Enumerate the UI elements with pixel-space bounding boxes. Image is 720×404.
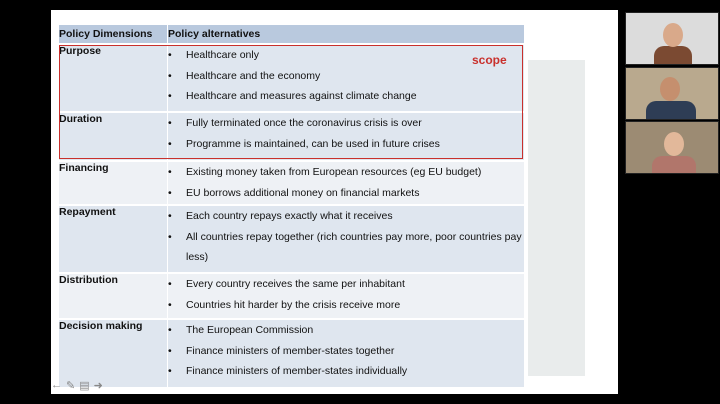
scope-label: scope	[472, 53, 507, 67]
option-item: • Healthcare and the economy	[168, 66, 524, 87]
option-item: • Healthcare and measures against climate change	[168, 86, 524, 107]
slide-menu-icon[interactable]: ▤	[79, 379, 90, 392]
table-row-distribution	[59, 273, 524, 319]
dimension-label: Repayment	[59, 205, 168, 273]
option-item: • The European Commission	[168, 320, 524, 341]
option-item: • EU borrows additional money on financial markets	[168, 183, 524, 204]
dimension-label: Duration	[59, 112, 168, 161]
participant-video-1[interactable]	[625, 12, 719, 65]
person-head-icon	[663, 23, 683, 47]
pen-tool-icon[interactable]: ✎	[66, 379, 76, 392]
dimension-label: Financing	[59, 161, 168, 205]
option-item: • Existing money taken from European resources (eg EU budget)	[168, 162, 524, 183]
option-item: • Finance ministers of member-states together	[168, 341, 524, 362]
person-icon	[646, 101, 696, 120]
participant-video-2[interactable]	[625, 67, 719, 120]
header-policy-dimensions: Policy Dimensions	[59, 25, 168, 44]
option-item: • Fully terminated once the coronavirus crisis is over	[168, 113, 524, 134]
next-slide-icon[interactable]: ➜	[93, 379, 103, 392]
person-head-icon	[664, 132, 684, 156]
slide-controls	[51, 376, 103, 394]
option-item: • Countries hit harder by the crisis receive more	[168, 295, 524, 316]
person-icon	[654, 46, 692, 65]
table-row-decision-making	[59, 319, 524, 387]
dimension-label: Purpose	[59, 44, 168, 112]
option-item: • Healthcare only	[168, 45, 524, 66]
dimension-label: Decision making	[59, 319, 168, 387]
person-icon	[652, 156, 696, 174]
option-item: • Finance ministers of member-states individually	[168, 361, 524, 382]
option-item: • Every country receives the same per inhabitant	[168, 274, 524, 295]
option-item: • All countries repay together (rich countries pay more, poor countries pay less)	[168, 227, 524, 268]
option-item: • Programme is maintained, can be used in future crises	[168, 134, 524, 155]
presentation-slide	[51, 10, 618, 394]
table-header-row	[59, 25, 524, 44]
slide-decoration	[528, 60, 585, 376]
table-row-repayment	[59, 205, 524, 273]
option-item: • Each country repays exactly what it receives	[168, 206, 524, 227]
scope-highlight-box	[59, 45, 523, 159]
table-row-financing	[59, 161, 524, 205]
participant-video-3[interactable]	[625, 121, 719, 174]
dimension-label: Distribution	[59, 273, 168, 319]
header-policy-alternatives: Policy alternatives	[168, 25, 525, 44]
person-head-icon	[660, 77, 680, 101]
previous-slide-icon[interactable]: ←	[51, 379, 62, 391]
